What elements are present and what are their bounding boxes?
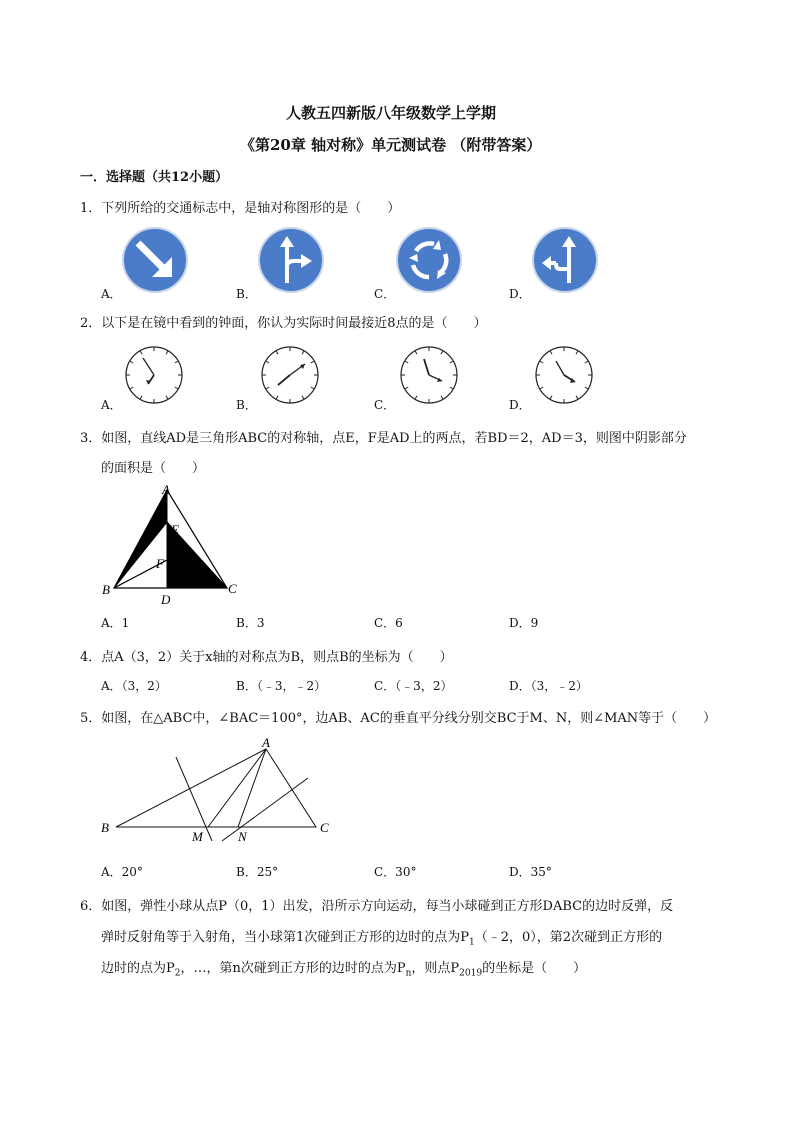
clock-tick — [550, 396, 552, 399]
q5-label-n: N — [238, 829, 247, 844]
clock-face-a — [124, 345, 184, 405]
clock-tick — [576, 351, 578, 354]
question-6-line1: 6．如图，弹性小球从点P（0，1）出发，沿所示方向运动，每当小球碰到正方形DABC的边时反弹，反 — [80, 899, 674, 914]
q6-line3-part-a: 边时的点为P — [101, 961, 175, 976]
q6-line3-sub1: 2 — [174, 968, 181, 979]
q6-line3-part-c: ，则点P — [411, 961, 460, 976]
clock-tick — [311, 387, 314, 389]
clock-tick — [175, 387, 178, 389]
q5-option-d: D．35° — [509, 865, 552, 879]
question-3-text-line1: 3．如图，直线AD是三角形ABC的对称轴，点E，F是AD上的两点，若BD＝2，AD＝3，则图中阴影部分 — [80, 431, 687, 446]
clock-face-c — [399, 345, 459, 405]
q4-option-d: D．（3，﹣2） — [509, 679, 588, 693]
question-5-text: 5．如图，在△ABC中，∠BAC＝100°，边AB、AC的垂直平分线分别交BC于M、N，则∠MAN等于（ ） — [80, 711, 717, 726]
sign-a-arrow-down-right — [122, 227, 188, 293]
q3-option-d: D．9 — [509, 616, 539, 630]
clock-tick — [175, 361, 178, 363]
q3-label-b: B — [102, 582, 110, 597]
q5-label-a: A — [262, 735, 270, 750]
q5-option-b: B．25° — [236, 865, 279, 879]
clock-tick — [585, 387, 588, 389]
clock-tick — [415, 351, 417, 354]
q1-option-a: A． — [101, 287, 122, 301]
question-6-line2 — [101, 926, 662, 948]
clock-tick — [415, 396, 417, 399]
q3-option-c: C．6 — [374, 616, 403, 630]
q3-label-d: D — [161, 592, 171, 607]
clock-face-d — [534, 345, 594, 405]
clock-tick — [540, 361, 543, 363]
question-3-text-line2: 的面积是（ ） — [101, 461, 206, 476]
clock-tick — [540, 387, 543, 389]
q4-option-a: A．（3，2） — [101, 679, 167, 693]
q5-label-b: B — [101, 820, 109, 835]
clock-tick — [266, 387, 269, 389]
clock-tick — [166, 396, 168, 399]
title-line-2: 《第20章 轴对称》单元测试卷 （附带答案） — [240, 136, 542, 154]
q3-option-a: A．1 — [101, 616, 130, 630]
clock-tick — [276, 396, 278, 399]
q5-label-c: C — [320, 820, 329, 835]
clock-tick — [311, 361, 314, 363]
q1-option-b: B． — [236, 287, 257, 301]
q2-option-b: B． — [236, 398, 257, 412]
clock-tick — [450, 387, 453, 389]
title-line-1: 人教五四新版八年级数学上学期 — [286, 104, 497, 122]
question-1-text: 1．下列所给的交通标志中，是轴对称图形的是（ ） — [80, 201, 401, 216]
question-6-line3 — [101, 957, 586, 979]
q5-option-a: A．20° — [101, 865, 143, 879]
q5-triangle-figure — [96, 735, 346, 847]
clock-tick — [576, 396, 578, 399]
clock-tick — [405, 387, 408, 389]
q3-label-f: F — [156, 556, 164, 571]
q3-label-a: A — [162, 482, 170, 497]
clock-tick — [441, 351, 443, 354]
q4-option-b: B．（﹣3，﹣2） — [236, 679, 327, 693]
q2-option-c: C． — [374, 398, 396, 412]
q5-label-m: M — [192, 829, 203, 844]
question-2-text: 2．以下是在镜中看到的钟面，你认为实际时间最接近8点的是（ ） — [80, 316, 487, 331]
q1-option-d: D． — [509, 287, 531, 301]
clock-tick — [140, 351, 142, 354]
clock-tick — [130, 361, 133, 363]
clock-tick — [130, 387, 133, 389]
q5-option-c: C．30° — [374, 865, 417, 879]
q3-option-b: B．3 — [236, 616, 265, 630]
sign-c-roundabout — [396, 227, 462, 293]
clock-face-b — [260, 345, 320, 405]
q6-line3-sub2: n — [405, 968, 412, 979]
clock-tick — [585, 361, 588, 363]
clock-tick — [550, 351, 552, 354]
q6-line2-part-b: （﹣2，0），第2次碰到正方形的 — [474, 930, 663, 945]
clock-tick — [302, 351, 304, 354]
q2-option-a: A． — [101, 398, 122, 412]
q4-option-c: C．（﹣3，2） — [374, 679, 453, 693]
clock-tick — [450, 361, 453, 363]
q6-line3-sub3: 2019 — [459, 968, 483, 979]
clock-tick — [166, 351, 168, 354]
q3-triangle-figure — [96, 480, 246, 608]
clock-tick — [140, 396, 142, 399]
q6-line3-part-d: 的坐标是（ ） — [482, 961, 587, 976]
q3-label-c: C — [228, 581, 237, 596]
clock-tick — [266, 361, 269, 363]
q3-label-e: E — [171, 522, 179, 537]
q2-option-d: D． — [509, 398, 531, 412]
question-4-text: 4．点A（3，2）关于x轴的对称点为B，则点B的坐标为（ ） — [80, 650, 453, 665]
sign-b-straight-or-right — [258, 227, 324, 293]
clock-tick — [276, 351, 278, 354]
section-heading: 一．选择题（共12小题） — [80, 170, 229, 185]
q6-line2-part-a: 弹时反射角等于入射角，当小球第1次碰到正方形的边时的点为P — [101, 930, 470, 945]
q6-line3-part-b: ，…，第n次碰到正方形的边时的点为P — [180, 961, 406, 976]
clock-tick — [441, 396, 443, 399]
sign-d-straight-or-left — [532, 227, 598, 293]
q1-option-c: C． — [374, 287, 396, 301]
q6-line2-subscript: 1 — [469, 937, 475, 948]
clock-tick — [302, 396, 304, 399]
clock-tick — [405, 361, 408, 363]
